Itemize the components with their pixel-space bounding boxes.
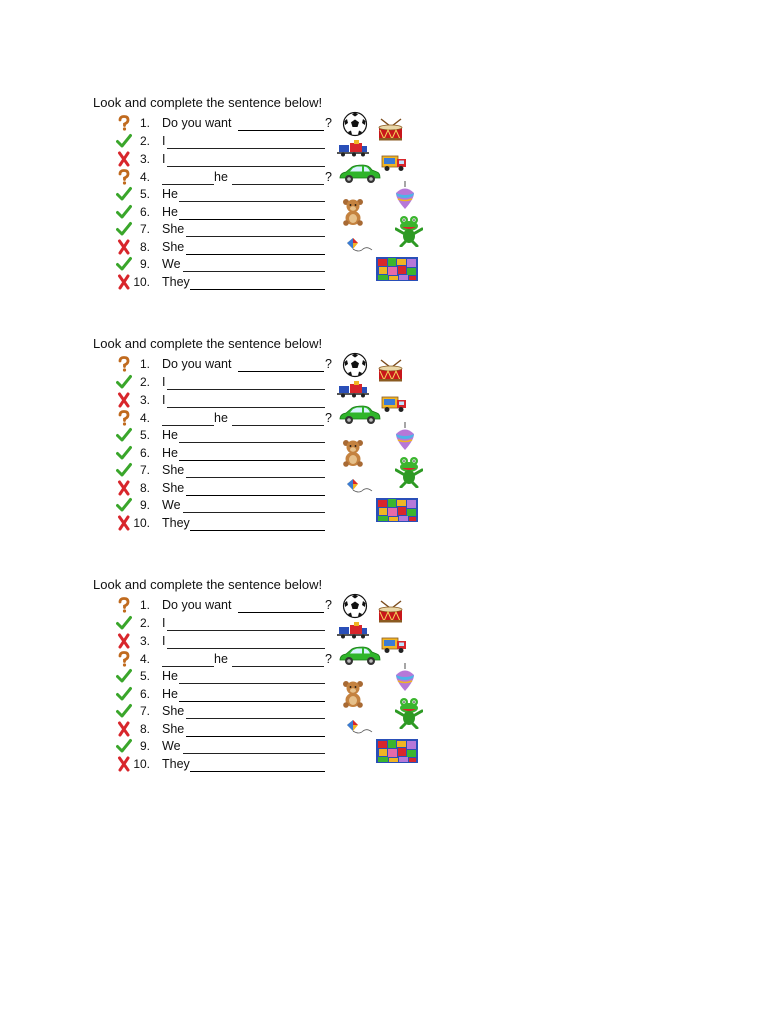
toy-car-icon — [337, 404, 381, 426]
toy-train-icon — [337, 620, 369, 640]
item-number: 9. — [139, 498, 150, 512]
answer-blank[interactable] — [179, 201, 325, 202]
answer-blank[interactable] — [186, 236, 325, 237]
sentence-start: They — [162, 757, 190, 771]
question-mark-text: ? — [325, 598, 332, 612]
soccer-ball-icon — [342, 111, 368, 137]
sentence-item — [0, 152, 340, 170]
item-number: 2. — [139, 375, 150, 389]
sentence-middle: he — [214, 411, 228, 425]
answer-blank[interactable] — [167, 148, 325, 149]
jigsaw-puzzle-icon — [376, 257, 418, 281]
toy-truck-icon — [381, 635, 407, 655]
toy-train-icon — [337, 138, 369, 158]
drum-icon — [377, 118, 404, 142]
sentence-start: She — [162, 704, 185, 718]
sentence-start: He — [162, 187, 178, 201]
item-number: 4. — [139, 652, 150, 666]
sentence-item — [0, 187, 340, 205]
item-number: 2. — [139, 616, 150, 630]
toy-frog-icon — [395, 697, 423, 729]
item-number: 3. — [139, 634, 150, 648]
sentence-item — [0, 170, 340, 188]
item-number: 2. — [139, 134, 150, 148]
answer-blank[interactable] — [179, 442, 325, 443]
sentence-start: He — [162, 669, 178, 683]
answer-blank[interactable] — [167, 630, 325, 631]
answer-blank[interactable] — [238, 612, 324, 613]
sentence-start: He — [162, 687, 178, 701]
answer-blank[interactable] — [186, 495, 325, 496]
sentence-item — [0, 757, 340, 775]
sentence-start: They — [162, 516, 190, 530]
sentence-start: She — [162, 722, 185, 736]
sentence-item — [0, 428, 340, 446]
sentence-start: Do you want — [162, 357, 232, 371]
question-mark-text: ? — [325, 357, 332, 371]
sentence-item — [0, 516, 340, 534]
answer-blank[interactable] — [232, 666, 324, 667]
answer-blank[interactable] — [183, 512, 325, 513]
answer-blank[interactable] — [183, 753, 325, 754]
sentence-start: We — [162, 257, 181, 271]
instruction-text: Look and complete the sentence below! — [93, 95, 323, 110]
sentence-item — [0, 375, 340, 393]
answer-blank[interactable] — [238, 371, 324, 372]
sentence-item — [0, 498, 340, 516]
toy-truck-icon — [381, 153, 407, 173]
kite-icon — [345, 237, 373, 255]
answer-blank[interactable] — [186, 477, 325, 478]
sentence-start: She — [162, 240, 185, 254]
sentence-middle: he — [214, 652, 228, 666]
sentence-item — [0, 446, 340, 464]
sentence-item — [0, 739, 340, 757]
item-number: 8. — [139, 722, 150, 736]
instruction-text: Look and complete the sentence below! — [93, 336, 323, 351]
answer-blank[interactable] — [232, 184, 324, 185]
item-number: 9. — [139, 257, 150, 271]
teddy-bear-icon — [341, 680, 365, 708]
answer-blank[interactable] — [167, 648, 325, 649]
question-mark-text: ? — [325, 170, 332, 184]
sentence-item — [0, 205, 340, 223]
sentence-item — [0, 393, 340, 411]
item-number: 1. — [139, 357, 150, 371]
jigsaw-puzzle-icon — [376, 739, 418, 763]
sentence-item — [0, 275, 340, 293]
soccer-ball-icon — [342, 352, 368, 378]
answer-blank[interactable] — [162, 184, 214, 185]
sentence-start: They — [162, 275, 190, 289]
item-number: 8. — [139, 481, 150, 495]
item-number: 4. — [139, 411, 150, 425]
item-number: 3. — [139, 152, 150, 166]
answer-blank[interactable] — [162, 425, 214, 426]
item-number: 6. — [139, 205, 150, 219]
item-number: 9. — [139, 739, 150, 753]
toy-frog-icon — [395, 215, 423, 247]
sentence-item — [0, 687, 340, 705]
sentence-item — [0, 722, 340, 740]
sentence-item — [0, 116, 340, 134]
answer-blank[interactable] — [167, 389, 325, 390]
answer-blank[interactable] — [167, 166, 325, 167]
answer-blank[interactable] — [167, 407, 325, 408]
sentence-start: She — [162, 463, 185, 477]
toy-car-icon — [337, 163, 381, 185]
soccer-ball-icon — [342, 593, 368, 619]
item-number: 10. — [133, 275, 150, 289]
sentence-start: She — [162, 222, 185, 236]
spinning-top-icon — [394, 422, 416, 452]
sentence-item — [0, 463, 340, 481]
answer-blank[interactable] — [190, 289, 325, 290]
worksheet-section — [0, 95, 768, 333]
sentence-item — [0, 634, 340, 652]
kite-icon — [345, 719, 373, 737]
sentence-start: I — [162, 634, 166, 648]
sentence-item — [0, 669, 340, 687]
sentence-start: I — [162, 375, 166, 389]
teddy-bear-icon — [341, 439, 365, 467]
item-number: 5. — [139, 669, 150, 683]
sentence-item — [0, 652, 340, 670]
toy-frog-icon — [395, 456, 423, 488]
toy-train-icon — [337, 379, 369, 399]
toy-truck-icon — [381, 394, 407, 414]
jigsaw-puzzle-icon — [376, 498, 418, 522]
item-number: 3. — [139, 393, 150, 407]
question-mark-text: ? — [325, 116, 332, 130]
worksheet-section — [0, 577, 768, 815]
item-number: 8. — [139, 240, 150, 254]
item-number: 7. — [139, 463, 150, 477]
sentence-start: He — [162, 428, 178, 442]
answer-blank[interactable] — [179, 460, 325, 461]
spinning-top-icon — [394, 181, 416, 211]
answer-blank[interactable] — [238, 130, 324, 131]
sentence-item — [0, 134, 340, 152]
answer-blank[interactable] — [186, 736, 325, 737]
answer-blank[interactable] — [190, 771, 325, 772]
answer-blank[interactable] — [162, 666, 214, 667]
drum-icon — [377, 359, 404, 383]
sentence-start: We — [162, 498, 181, 512]
sentence-start: I — [162, 616, 166, 630]
answer-blank[interactable] — [232, 425, 324, 426]
item-number: 6. — [139, 687, 150, 701]
sentence-start: Do you want — [162, 116, 232, 130]
sentence-start: She — [162, 481, 185, 495]
answer-blank[interactable] — [179, 701, 325, 702]
sentence-middle: he — [214, 170, 228, 184]
drum-icon — [377, 600, 404, 624]
instruction-text: Look and complete the sentence below! — [93, 577, 323, 592]
sentence-start: I — [162, 393, 166, 407]
sentence-start: He — [162, 446, 178, 460]
sentence-item — [0, 411, 340, 429]
question-mark-text: ? — [325, 411, 332, 425]
sentence-start: We — [162, 739, 181, 753]
sentence-start: Do you want — [162, 598, 232, 612]
item-number: 7. — [139, 222, 150, 236]
spinning-top-icon — [394, 663, 416, 693]
sentence-item — [0, 598, 340, 616]
item-number: 4. — [139, 170, 150, 184]
item-number: 5. — [139, 187, 150, 201]
question-mark-text: ? — [325, 652, 332, 666]
answer-blank[interactable] — [179, 219, 325, 220]
sentence-item — [0, 616, 340, 634]
item-number: 7. — [139, 704, 150, 718]
sentence-item — [0, 240, 340, 258]
item-number: 6. — [139, 446, 150, 460]
sentence-item — [0, 704, 340, 722]
sentence-start: I — [162, 134, 166, 148]
answer-blank[interactable] — [186, 718, 325, 719]
kite-icon — [345, 478, 373, 496]
item-number: 10. — [133, 516, 150, 530]
worksheet-section — [0, 336, 768, 574]
sentence-start: I — [162, 152, 166, 166]
item-number: 5. — [139, 428, 150, 442]
answer-blank[interactable] — [186, 254, 325, 255]
answer-blank[interactable] — [190, 530, 325, 531]
item-number: 1. — [139, 116, 150, 130]
item-number: 1. — [139, 598, 150, 612]
toy-car-icon — [337, 645, 381, 667]
sentence-item — [0, 257, 340, 275]
teddy-bear-icon — [341, 198, 365, 226]
answer-blank[interactable] — [183, 271, 325, 272]
sentence-item — [0, 481, 340, 499]
sentence-item — [0, 222, 340, 240]
answer-blank[interactable] — [179, 683, 325, 684]
sentence-start: He — [162, 205, 178, 219]
item-number: 10. — [133, 757, 150, 771]
sentence-item — [0, 357, 340, 375]
